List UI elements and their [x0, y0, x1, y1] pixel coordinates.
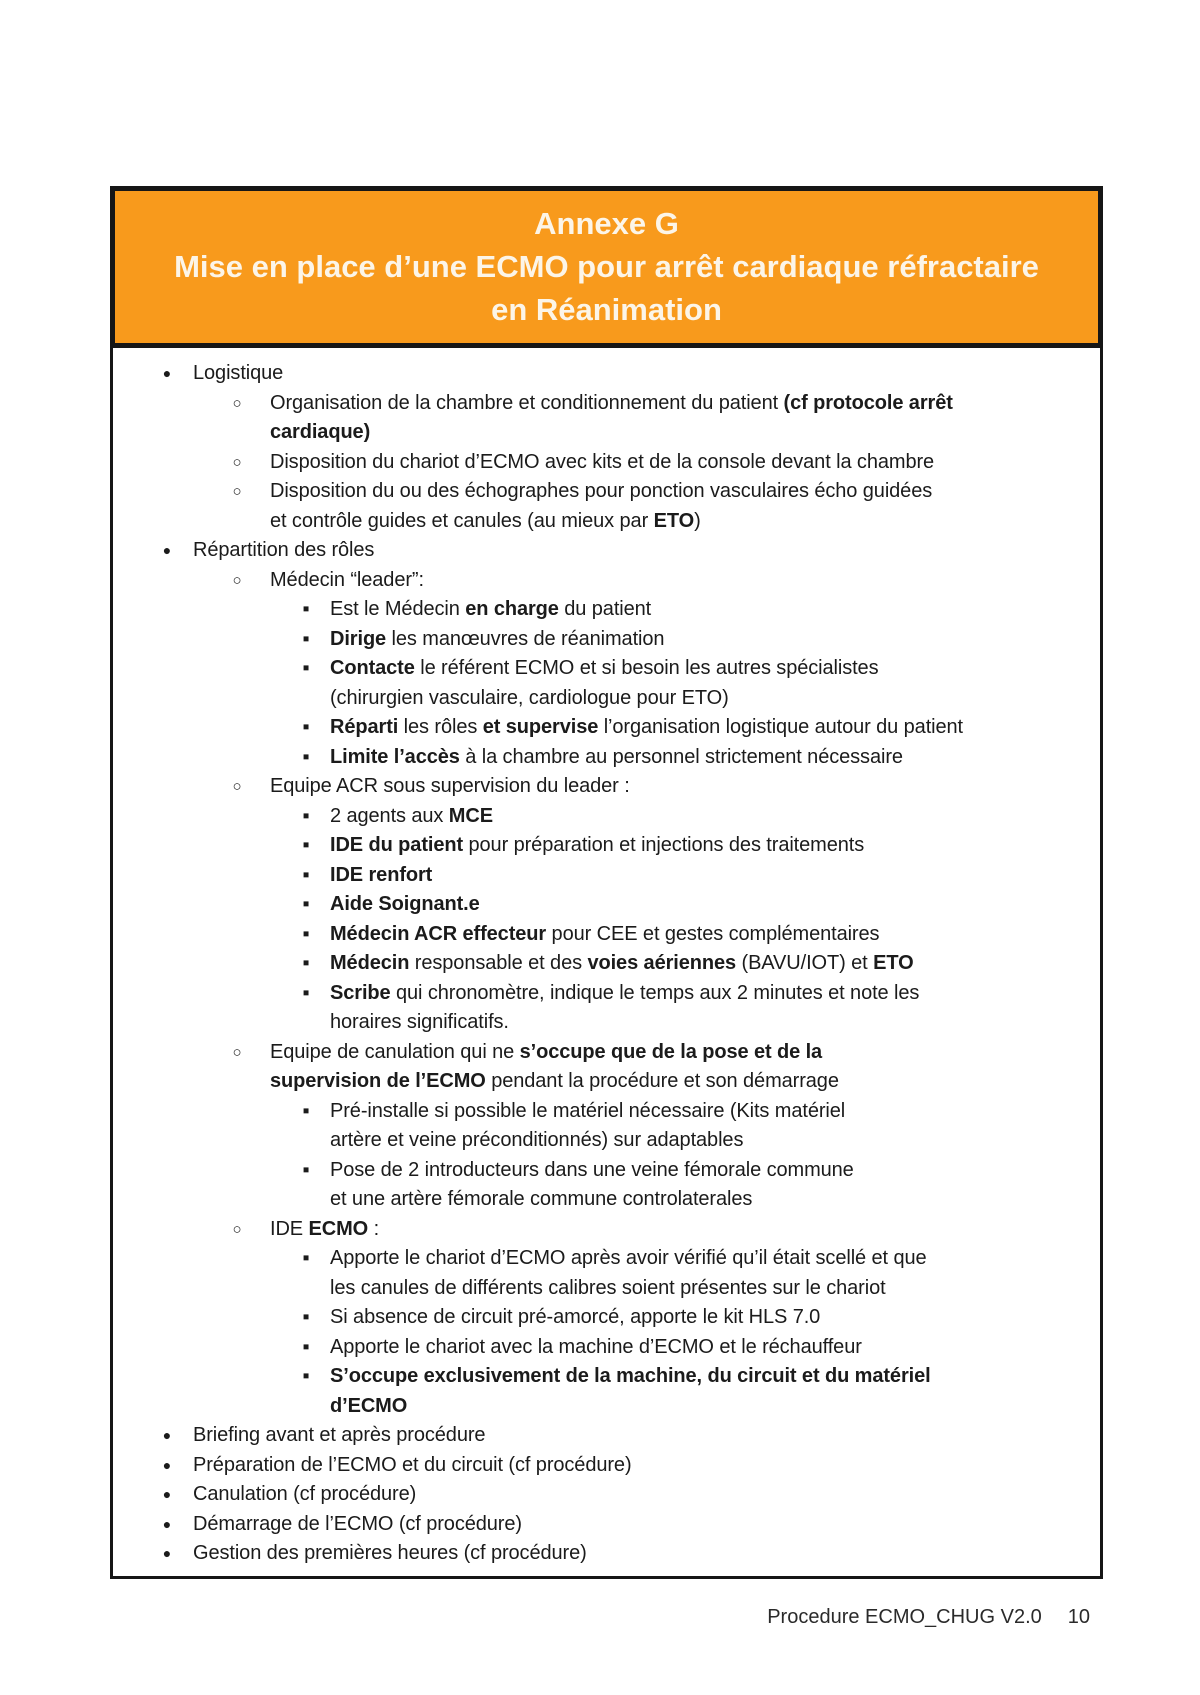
list-item	[113, 861, 1100, 891]
list-item	[113, 654, 1100, 713]
annexe-title-line-2: Mise en place d’une ECMO pour arrêt cardiaque réfractaire	[174, 249, 1039, 284]
list-item-text-line: Répartition des rôles	[193, 539, 375, 561]
square-bullet-icon: ▪	[302, 627, 310, 650]
circle-bullet-icon: ○	[232, 778, 242, 795]
square-bullet-icon: ▪	[302, 981, 310, 1004]
list-item	[113, 1480, 1100, 1510]
list-item-text-line: Disposition du chariot d’ECMO avec kits et de la console devant la chambre	[270, 450, 935, 473]
list-item	[113, 831, 1100, 861]
list-item-text-line: Médecin “leader”:	[270, 568, 424, 591]
list-item	[113, 713, 1100, 743]
disc-bullet-icon: ●	[162, 1545, 172, 1561]
list-item	[113, 949, 1100, 979]
list-item-text-line: Médecin responsable et des voies aériennes (BAVU/IOT) et ETO	[330, 952, 914, 974]
list-item-text-line: Pose de 2 introducteurs dans une veine fémorale commune	[330, 1158, 854, 1181]
square-bullet-icon: ▪	[302, 716, 310, 738]
page-footer	[767, 1603, 1090, 1631]
list-item	[113, 595, 1100, 625]
bullet-list	[110, 348, 1103, 1579]
annexe-title-line-3: en Réanimation	[491, 292, 722, 327]
list-item-text-line: Est le Médecin en charge du patient	[330, 598, 652, 620]
list-item-text-line: IDE du patient pour préparation et injections des traitements	[330, 834, 865, 856]
list-item	[113, 1451, 1100, 1481]
square-bullet-icon: ▪	[302, 863, 310, 886]
list-item	[113, 359, 1100, 389]
circle-bullet-icon: ○	[232, 453, 242, 471]
list-item-text-line: Scribe qui chronomètre, indique le temps aux 2 minutes et note les	[330, 981, 920, 1004]
disc-bullet-icon: ●	[162, 1486, 172, 1502]
square-bullet-icon: ▪	[302, 598, 310, 620]
list-item-text-line: Médecin ACR effecteur pour CEE et gestes complémentaires	[330, 922, 880, 945]
list-item	[113, 536, 1100, 566]
disc-bullet-icon: ●	[162, 1427, 172, 1443]
list-item-text-line: Equipe ACR sous supervision du leader :	[270, 775, 630, 797]
disc-bullet-icon: ●	[162, 365, 172, 381]
list-item	[113, 625, 1100, 655]
list-item-text-line: 2 agents aux MCE	[330, 804, 493, 827]
square-bullet-icon: ▪	[302, 834, 310, 856]
list-item-text-line: Préparation de l’ECMO et du circuit (cf procédure)	[193, 1453, 632, 1476]
square-bullet-icon: ▪	[302, 745, 310, 768]
square-bullet-icon: ▪	[302, 804, 310, 827]
square-bullet-icon: ▪	[302, 952, 310, 974]
list-item	[113, 1244, 1100, 1303]
list-item	[113, 389, 1100, 448]
footer-doc-ref: Procedure ECMO_CHUG V2.0	[767, 1606, 1042, 1628]
list-item	[113, 1539, 1100, 1569]
square-bullet-icon: ▪	[302, 1158, 310, 1181]
list-item-text-line: Aide Soignant.e	[330, 893, 480, 915]
list-item-text-line: Organisation de la chambre et conditionnement du patient (cf protocole arrêt	[270, 391, 953, 414]
list-item-text-line: Pré-installe si possible le matériel nécessaire (Kits matériel	[330, 1099, 846, 1122]
footer-page-number: 10	[1067, 1606, 1090, 1628]
list-item-text-line: Limite l’accès à la chambre au personnel strictement nécessaire	[330, 745, 903, 768]
disc-bullet-icon: ●	[162, 1515, 172, 1532]
list-item-text-line: S’occupe exclusivement de la machine, du circuit et du matériel	[330, 1365, 931, 1387]
list-item	[113, 920, 1100, 950]
list-item-text-line: Démarrage de l’ECMO (cf procédure)	[193, 1512, 522, 1535]
square-bullet-icon: ▪	[302, 657, 310, 679]
list-item	[113, 1510, 1100, 1540]
square-bullet-icon: ▪	[302, 1247, 310, 1269]
square-bullet-icon: ▪	[302, 1099, 310, 1122]
list-item	[113, 1421, 1100, 1451]
list-item-text-line: Apporte le chariot avec la machine d’ECMO et le réchauffeur	[330, 1335, 862, 1358]
list-item	[113, 1303, 1100, 1333]
list-item-text-line: les canules de différents calibres soient présentes sur le chariot	[330, 1276, 886, 1299]
disc-bullet-icon: ●	[162, 542, 172, 558]
list-item-text-line: Equipe de canulation qui ne s’occupe que de la pose et de la	[270, 1040, 823, 1063]
circle-bullet-icon: ○	[232, 571, 242, 589]
list-item-text-line: et une artère fémorale commune controlaterales	[330, 1188, 753, 1210]
list-item-text-line: Apporte le chariot d’ECMO après avoir vérifié qu’il était scellé et que	[330, 1247, 927, 1269]
list-item	[113, 979, 1100, 1038]
list-item	[113, 1097, 1100, 1156]
disc-bullet-icon: ●	[162, 1456, 172, 1473]
square-bullet-icon: ▪	[302, 1365, 310, 1387]
list-item	[113, 1156, 1100, 1215]
square-bullet-icon: ▪	[302, 922, 310, 945]
list-item-text-line: d’ECMO	[330, 1394, 408, 1417]
list-item-text-line: Disposition du ou des échographes pour ponction vasculaires écho guidées	[270, 480, 933, 502]
list-item	[113, 802, 1100, 832]
list-item-text-line: Briefing avant et après procédure	[193, 1424, 486, 1446]
list-item-text-line: cardiaque)	[270, 421, 371, 443]
list-item	[113, 1333, 1100, 1363]
circle-bullet-icon: ○	[232, 1043, 242, 1061]
list-item	[113, 743, 1100, 773]
square-bullet-icon: ▪	[302, 1335, 310, 1358]
list-item-text-line: Gestion des premières heures (cf procédure)	[193, 1542, 587, 1564]
list-item-text-line: Canulation (cf procédure)	[193, 1483, 417, 1505]
list-item	[113, 890, 1100, 920]
circle-bullet-icon: ○	[232, 483, 242, 500]
list-item	[113, 1038, 1100, 1097]
circle-bullet-icon: ○	[232, 1220, 242, 1238]
annexe-box	[110, 186, 1103, 1579]
list-item	[113, 448, 1100, 478]
annexe-title-line-1: Annexe G	[534, 206, 679, 241]
list-item-text-line: horaires significatifs.	[330, 1011, 509, 1033]
circle-bullet-icon: ○	[232, 394, 242, 412]
list-item	[113, 566, 1100, 596]
square-bullet-icon: ▪	[302, 1306, 310, 1328]
list-item-text-line: IDE ECMO :	[270, 1217, 380, 1240]
annexe-header	[110, 186, 1103, 348]
list-item-text-line: supervision de l’ECMO pendant la procédure et son démarrage	[270, 1070, 839, 1092]
list-item-text-line: artère et veine préconditionnés) sur adaptables	[330, 1129, 744, 1151]
list-item-text-line: Contacte le référent ECMO et si besoin les autres spécialistes	[330, 657, 879, 679]
list-item	[113, 1362, 1100, 1421]
list-item-text-line: Réparti les rôles et supervise l’organisation logistique autour du patient	[330, 716, 963, 738]
list-item	[113, 772, 1100, 802]
list-item-text-line: Logistique	[193, 362, 284, 384]
list-item-text-line: Dirige les manœuvres de réanimation	[330, 627, 665, 650]
square-bullet-icon: ▪	[302, 893, 310, 915]
list-item	[113, 477, 1100, 536]
list-item-text-line: Si absence de circuit pré-amorcé, apporte le kit HLS 7.0	[330, 1306, 821, 1328]
list-item-text-line: et contrôle guides et canules (au mieux par ETO)	[270, 509, 701, 532]
list-item-text-line: (chirurgien vasculaire, cardiologue pour ETO)	[330, 686, 729, 709]
list-item	[113, 1215, 1100, 1245]
list-item-text-line: IDE renfort	[330, 863, 433, 886]
